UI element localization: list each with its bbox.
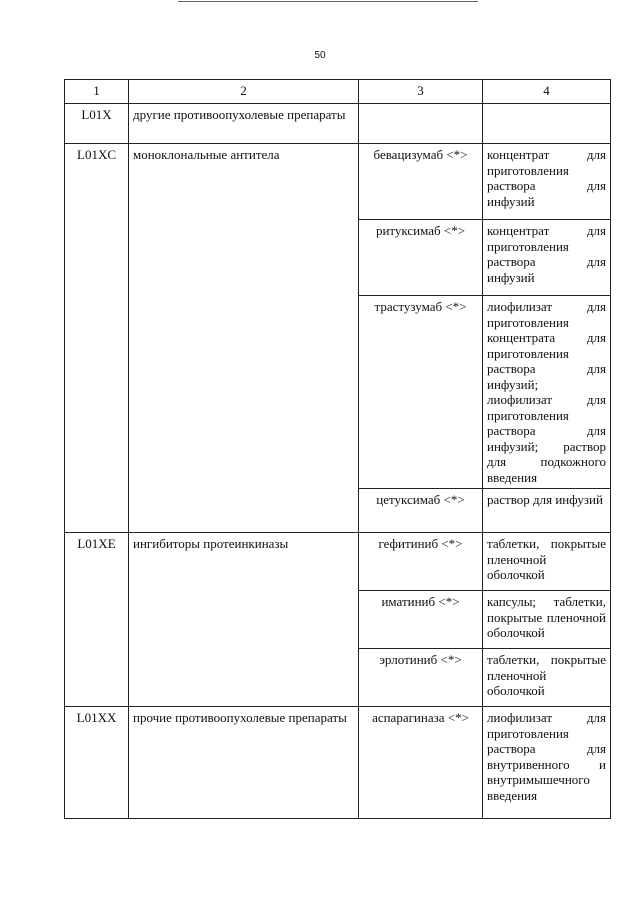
dosage-form-cell: концентрат для приготовления раствора для инфузий <box>483 144 611 220</box>
table-row <box>65 707 611 819</box>
header-row <box>65 80 611 104</box>
drug-name-cell: трастузумаб <*> <box>359 296 483 489</box>
drug-name-cell: гефитиниб <*> <box>359 533 483 591</box>
atc-code-cell: L01X <box>65 104 129 144</box>
header-cell-2: 2 <box>129 80 359 104</box>
atc-code-cell: L01XC <box>65 144 129 533</box>
top-rule <box>178 1 478 2</box>
dosage-form-cell <box>483 104 611 144</box>
table-row <box>65 104 611 144</box>
dosage-form-cell: лиофилизат для приготовления раствора для внутривенного и внутримышечного введения <box>483 707 611 819</box>
dosage-form-cell: таблетки, покрытые пленочной оболочкой <box>483 533 611 591</box>
header-cell-3: 3 <box>359 80 483 104</box>
atc-code-cell: L01XX <box>65 707 129 819</box>
drug-table <box>64 79 611 819</box>
dosage-form-cell: капсулы; таблетки, покрытые пленочной оболочкой <box>483 591 611 649</box>
group-name-cell: прочие противоопухолевые препараты <box>129 707 359 819</box>
dosage-form-cell: раствор для инфузий <box>483 489 611 533</box>
drug-name-cell: аспарагиназа <*> <box>359 707 483 819</box>
drug-name-cell: ритуксимаб <*> <box>359 220 483 296</box>
drug-name-cell: бевацизумаб <*> <box>359 144 483 220</box>
drug-name-cell: эрлотиниб <*> <box>359 649 483 707</box>
atc-code-cell: L01XE <box>65 533 129 707</box>
dosage-form-cell: концентрат для приготовления раствора для инфузий <box>483 220 611 296</box>
page-number: 50 <box>314 50 326 61</box>
table-row <box>65 533 611 591</box>
group-name-cell: другие противоопухолевые препараты <box>129 104 359 144</box>
drug-name-cell: цетуксимаб <*> <box>359 489 483 533</box>
group-name-cell: моноклональные антитела <box>129 144 359 533</box>
group-name-cell: ингибиторы протеинкиназы <box>129 533 359 707</box>
drug-name-cell: иматиниб <*> <box>359 591 483 649</box>
drug-name-cell <box>359 104 483 144</box>
header-cell-4: 4 <box>483 80 611 104</box>
dosage-form-cell: таблетки, покрытые пленочной оболочкой <box>483 649 611 707</box>
dosage-form-cell: лиофилизат для приготовления концентрата для приготовления раствора для инфузий; лиофилизат для приготовления раствора для инфузий; раствор для подкожного введения <box>483 296 611 489</box>
header-cell-1: 1 <box>65 80 129 104</box>
table-row <box>65 144 611 220</box>
